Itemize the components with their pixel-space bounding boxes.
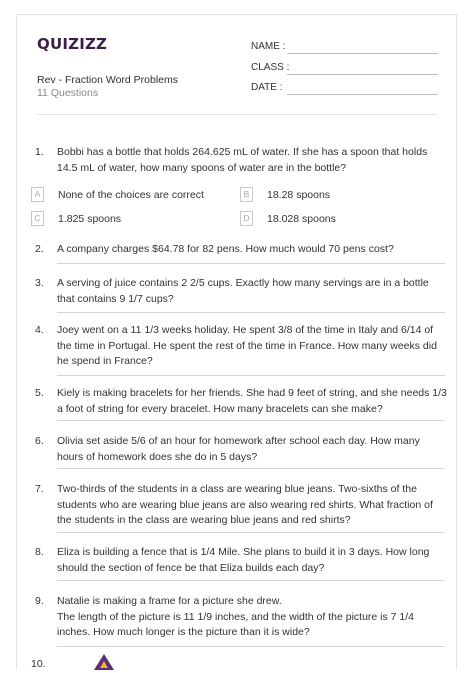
date-line <box>287 94 438 95</box>
option-text: 1.825 spoons <box>58 213 122 225</box>
question-text: Two-thirds of the students in a class are wearing blue jeans. Two-sixths of the students who are wearing blue jeans are also wearing red shirts. What fraction of the students in the class are wearing blue jeans and red shirts? <box>57 483 433 526</box>
answer-line[interactable] <box>57 375 445 376</box>
question-text: Olivia set aside 5/6 of an hour for homework after school each day. How many hours of homework does she do in 5 days? <box>57 435 420 463</box>
question-number: 5. <box>35 387 44 399</box>
answer-line[interactable] <box>57 646 445 647</box>
date-label: DATE : <box>251 82 283 93</box>
question-number: 1. <box>35 146 44 158</box>
worksheet-title: Rev - Fraction Word Problems <box>37 74 179 86</box>
question-number: 8. <box>35 546 44 558</box>
option-text: 18.28 spoons <box>267 189 331 201</box>
question-text: Kiely is making bracelets for her friends. She had 9 feet of string, and she needs 1/3 a foot of string for every bracelet. How many bracelets can she make? <box>57 387 447 415</box>
answer-line[interactable] <box>57 468 445 469</box>
question-text-line1: Natalie is making a frame for a picture she drew. <box>57 595 282 607</box>
quizizz-logo: QUIZIZZ <box>37 35 108 53</box>
option-text: None of the choices are correct <box>58 189 204 201</box>
name-label: NAME : <box>251 41 286 52</box>
class-label: CLASS : <box>251 62 290 73</box>
question-text: A serving of juice contains 2 2/5 cups. Exactly how many servings are in a bottle that contains 9 1/7 cups? <box>57 277 429 305</box>
date-field <box>251 82 282 93</box>
question-text <box>57 594 447 641</box>
option-letter-box: C <box>31 211 44 226</box>
answer-line[interactable] <box>57 263 445 264</box>
question-number: 6. <box>35 435 44 447</box>
question-text: Joey went on a 11 1/3 weeks holiday. He spent 3/8 of the time in Italy and 6/14 of the time in Portugal. He spent the rest of the time in France. How many weeks did he spend in France? <box>57 324 437 367</box>
option-letter-box: A <box>31 187 44 202</box>
question-count: 11 Questions <box>37 87 99 99</box>
question-text: Eliza is building a fence that is 1/4 Mile. She plans to build it in 3 days. How long should the section of fence be that Eliza builds each day? <box>57 546 430 574</box>
option-letter-box: D <box>240 211 253 226</box>
question-number: 2. <box>35 243 44 255</box>
class-field <box>251 62 289 73</box>
header-divider <box>37 114 437 115</box>
answer-line[interactable] <box>57 420 445 421</box>
name-line <box>287 53 438 54</box>
question-text: Bobbi has a bottle that holds 264.625 mL of water. If she has a spoon that holds 14.5 mL of water, how many spoons of water are in the bottle? <box>57 146 428 174</box>
name-field <box>251 41 285 52</box>
question-number: 10. <box>31 658 46 670</box>
badge-highlight-icon <box>100 661 108 668</box>
option-letter-box: B <box>240 187 253 202</box>
question-text-line2: The length of the picture is 11 1/9 inches, and the width of the picture is 7 1/4 inches. How much longer is the picture than it is wide? <box>57 610 415 638</box>
question-number: 9. <box>35 595 44 607</box>
class-line <box>287 74 438 75</box>
question-number: 4. <box>35 324 44 336</box>
question-number: 7. <box>35 483 44 495</box>
answer-line[interactable] <box>57 532 445 533</box>
question-text: A company charges $64.78 for 82 pens. How much would 70 pens cost? <box>57 243 394 255</box>
question-number: 3. <box>35 277 44 289</box>
option-text: 18.028 spoons <box>267 213 336 225</box>
answer-line[interactable] <box>57 312 445 313</box>
answer-line[interactable] <box>57 580 445 581</box>
